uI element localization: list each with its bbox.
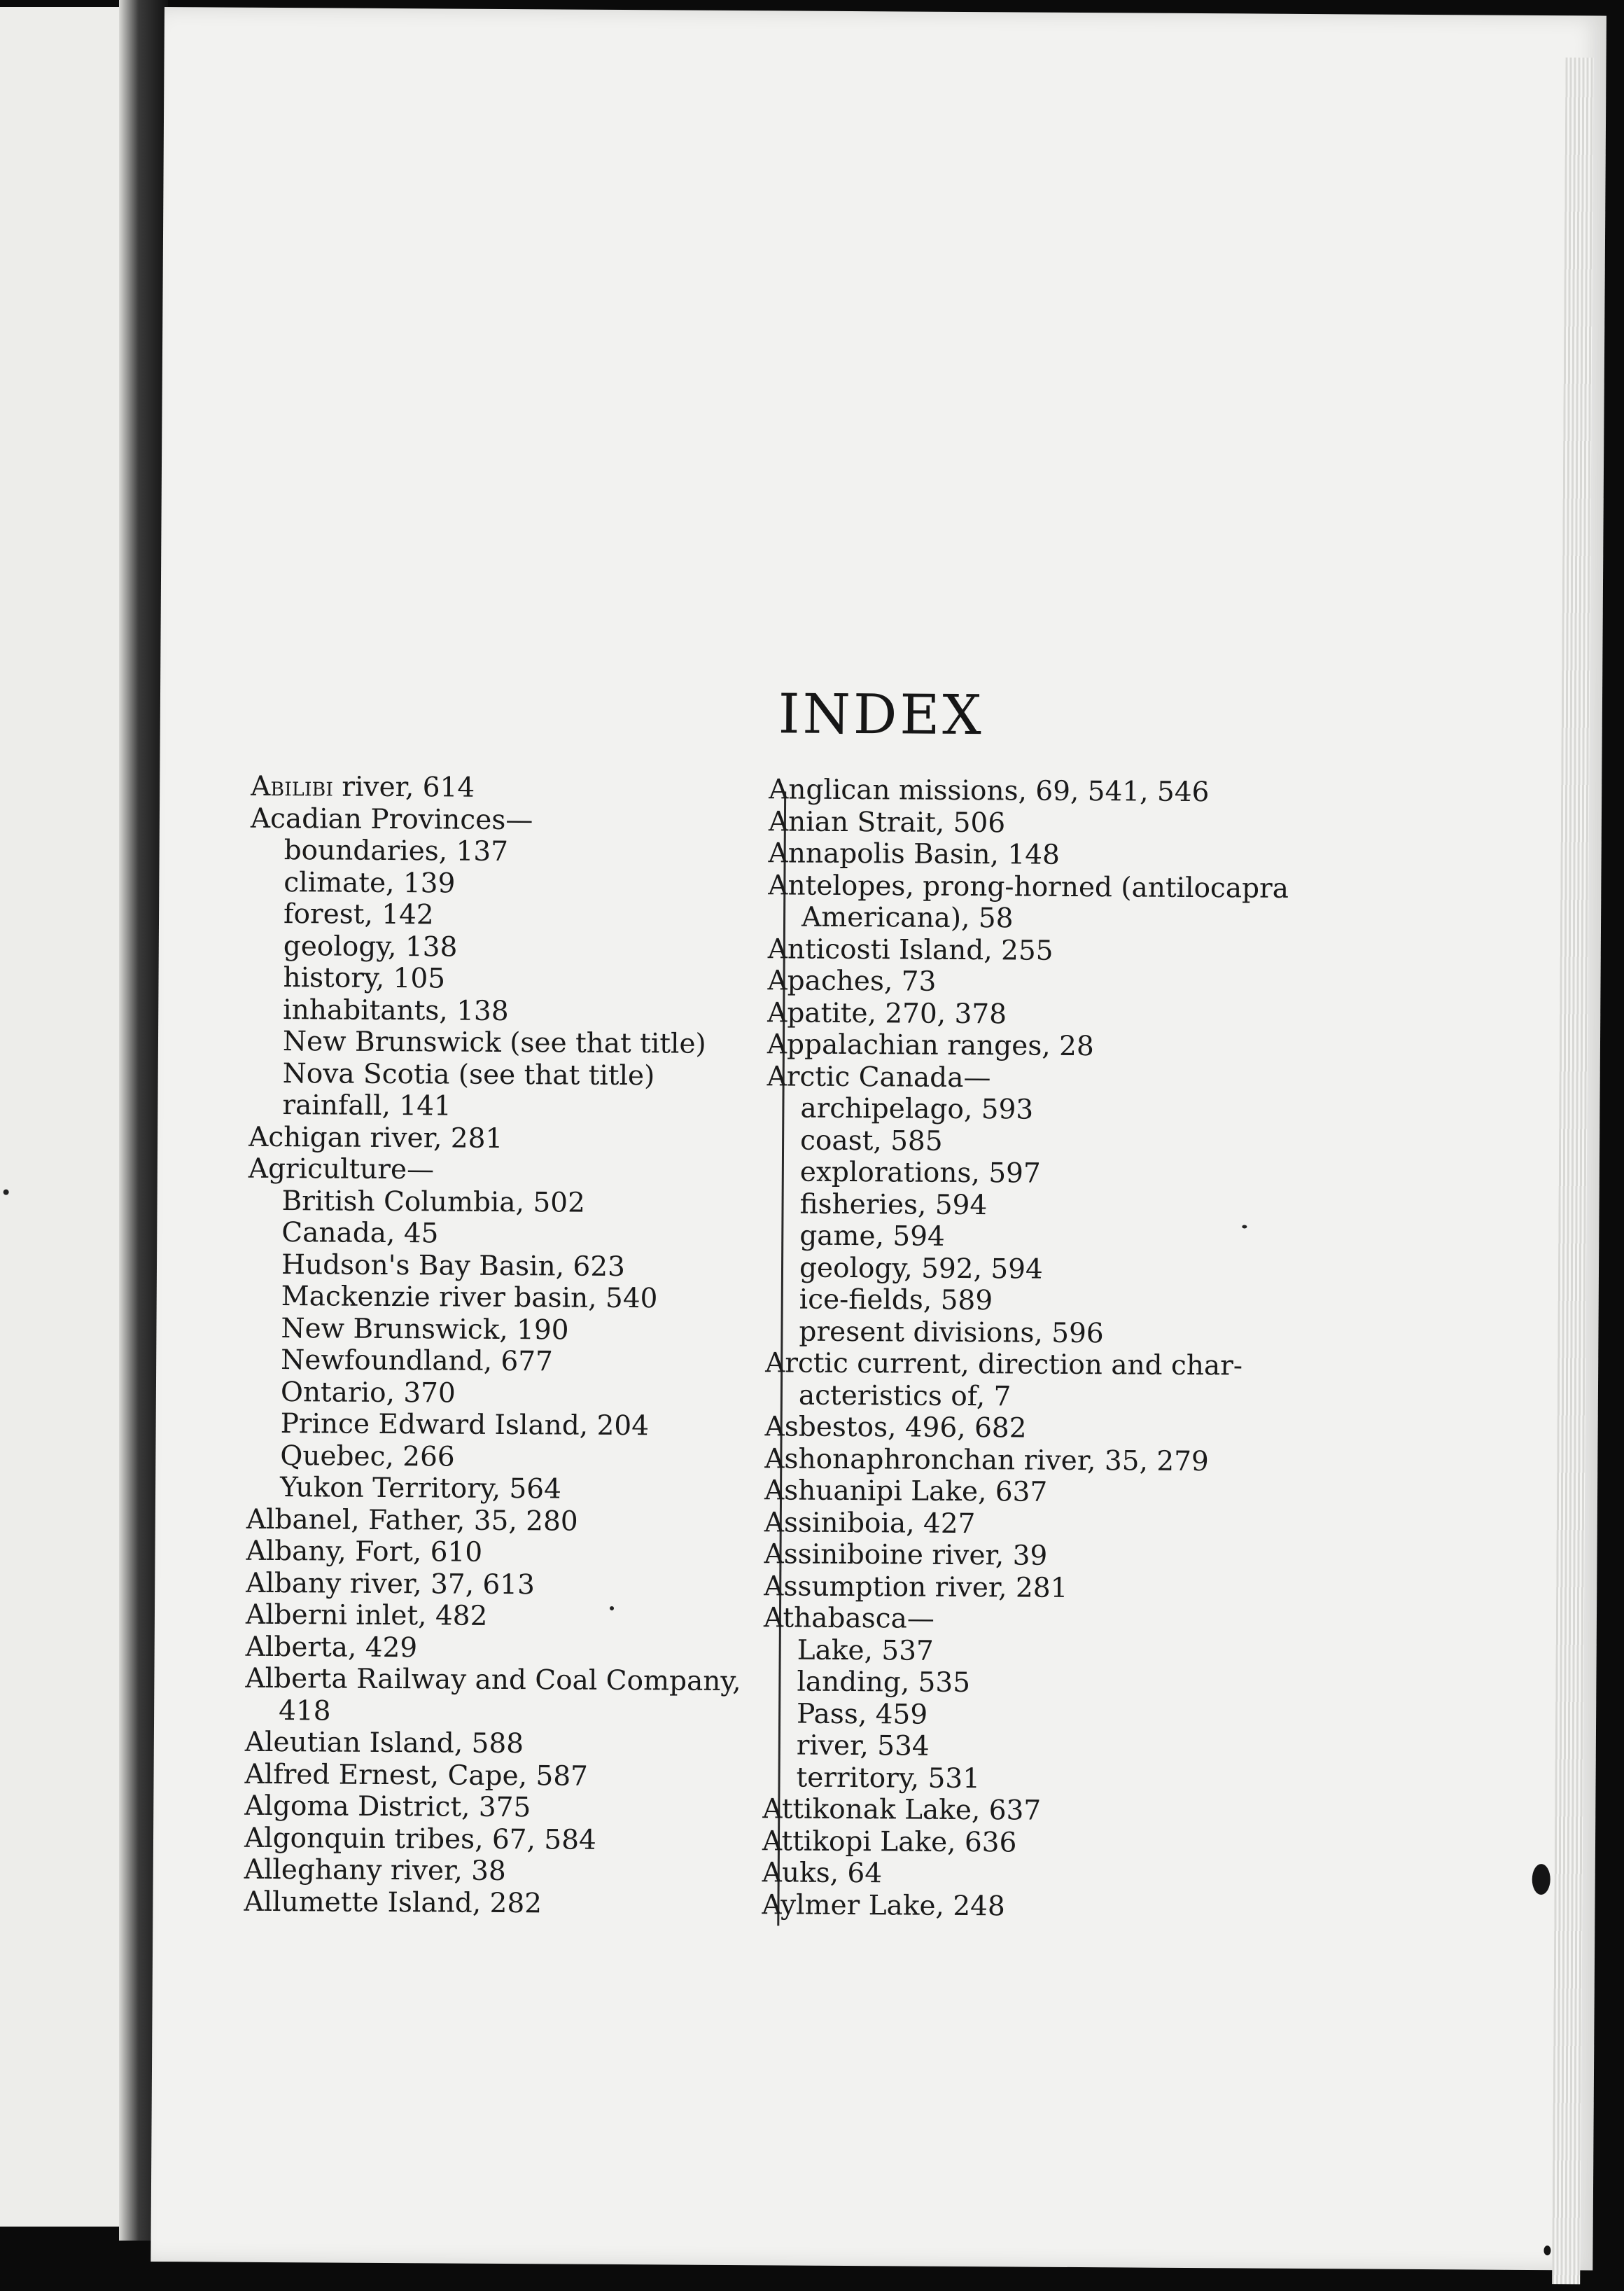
entry-text: river, 614 bbox=[332, 771, 475, 804]
entry-text: river, 534 bbox=[796, 1729, 930, 1762]
entry-text: Allumette Island, 282 bbox=[244, 1886, 542, 1919]
index-entry bbox=[766, 1124, 1438, 1160]
entry-text: Aleutian Island, 588 bbox=[244, 1726, 524, 1760]
entry-text: Apatite, 270, 378 bbox=[767, 996, 1007, 1030]
entry-text: Alberta Railway and Coal Company, bbox=[245, 1662, 741, 1698]
entry-text: Quebec, 266 bbox=[280, 1440, 455, 1473]
entry-lead-word: Abilibi bbox=[251, 770, 334, 803]
entry-text: Alleghany river, 38 bbox=[244, 1853, 506, 1888]
index-entry bbox=[763, 1666, 1435, 1701]
entry-text: inhabitants, 138 bbox=[283, 994, 509, 1027]
ink-speck bbox=[4, 1190, 9, 1195]
index-entry bbox=[769, 806, 1441, 842]
index-entry bbox=[762, 1762, 1434, 1797]
entry-text: history, 105 bbox=[283, 962, 446, 995]
entry-text: Asbestos, 496, 682 bbox=[764, 1411, 1027, 1444]
index-column-right bbox=[762, 774, 1441, 1925]
index-entry bbox=[763, 1698, 1435, 1734]
index-entry bbox=[764, 1475, 1436, 1510]
entry-text: Canada, 45 bbox=[281, 1217, 439, 1250]
entry-text: Algoma District, 375 bbox=[244, 1790, 531, 1824]
entry-text: fisheries, 594 bbox=[799, 1188, 988, 1221]
index-entry bbox=[764, 1634, 1436, 1670]
entry-text: Americana), 58 bbox=[801, 901, 1014, 935]
entry-text: Pass, 459 bbox=[796, 1698, 928, 1731]
page-edge bbox=[1552, 57, 1593, 2284]
entry-text: territory, 531 bbox=[796, 1762, 981, 1795]
entry-text: present divisions, 596 bbox=[799, 1316, 1104, 1349]
index-entry bbox=[762, 1889, 1434, 1925]
index-entry bbox=[764, 1507, 1436, 1543]
entry-text: British Columbia, 502 bbox=[281, 1185, 585, 1219]
index-entry bbox=[769, 774, 1441, 809]
index-entry bbox=[767, 965, 1439, 1001]
entry-text: Ashonaphronchan river, 35, 279 bbox=[764, 1442, 1209, 1477]
index-entry bbox=[762, 1825, 1434, 1861]
entry-text: Albanel, Father, 35, 280 bbox=[246, 1503, 578, 1538]
entry-text: Agriculture— bbox=[248, 1153, 435, 1186]
entry-text: Assumption river, 281 bbox=[764, 1570, 1068, 1604]
entry-text: Newfoundland, 677 bbox=[281, 1344, 554, 1378]
index-entry bbox=[764, 1602, 1436, 1638]
entry-text: Appalachian ranges, 28 bbox=[766, 1029, 1094, 1063]
entry-text: Anglican missions, 69, 541, 546 bbox=[769, 774, 1210, 809]
entry-text: Albany, Fort, 610 bbox=[246, 1535, 483, 1568]
entry-text: coast, 585 bbox=[799, 1124, 943, 1157]
entry-text: forest, 142 bbox=[283, 898, 434, 931]
entry-text: New Brunswick, 190 bbox=[281, 1312, 569, 1346]
index-page bbox=[150, 7, 1606, 2271]
index-entry bbox=[767, 1029, 1439, 1064]
entry-text: Albany river, 37, 613 bbox=[246, 1567, 536, 1601]
entry-text: Lake, 537 bbox=[797, 1634, 934, 1667]
index-entry bbox=[762, 1793, 1434, 1829]
entry-text: New Brunswick (see that title) bbox=[282, 1026, 706, 1060]
index-entry bbox=[763, 1729, 1435, 1765]
page-title: INDEX bbox=[778, 683, 985, 748]
entry-text: Apaches, 73 bbox=[767, 965, 937, 998]
entry-text: Ontario, 370 bbox=[280, 1376, 456, 1409]
index-entry bbox=[766, 1188, 1438, 1224]
entry-text: Anticosti Island, 255 bbox=[767, 933, 1054, 967]
index-entry bbox=[767, 997, 1439, 1033]
entry-text: Nova Scotia (see that title) bbox=[282, 1057, 655, 1092]
entry-text: rainfall, 141 bbox=[282, 1089, 451, 1122]
entry-text: Annapolis Basin, 148 bbox=[768, 837, 1060, 871]
entry-text: Assiniboia, 427 bbox=[764, 1506, 976, 1540]
ink-speck bbox=[1544, 2245, 1550, 2255]
entry-text: ice-fields, 589 bbox=[799, 1283, 993, 1317]
index-entry bbox=[766, 1156, 1438, 1192]
entry-text: Athabasca— bbox=[763, 1602, 934, 1635]
entry-text: boundaries, 137 bbox=[284, 835, 509, 868]
index-entry bbox=[766, 1220, 1438, 1255]
index-entry bbox=[768, 837, 1440, 873]
index-entry bbox=[764, 1538, 1436, 1574]
entry-text: Alberta, 429 bbox=[245, 1631, 418, 1664]
index-entry bbox=[766, 1252, 1438, 1288]
entry-text: acteristics of, 7 bbox=[798, 1379, 1011, 1412]
index-entry bbox=[766, 1092, 1438, 1128]
ink-speck bbox=[1242, 1225, 1247, 1228]
entry-text: Anian Strait, 506 bbox=[768, 805, 1006, 839]
entry-text: Yukon Territory, 564 bbox=[279, 1472, 562, 1505]
index-entry bbox=[764, 1411, 1436, 1447]
index-entry bbox=[766, 1283, 1438, 1319]
entry-text: Arctic Canada— bbox=[766, 1060, 991, 1094]
entry-text: Aylmer Lake, 248 bbox=[762, 1888, 1005, 1922]
index-entry bbox=[768, 901, 1440, 937]
ink-speck bbox=[1532, 1864, 1550, 1895]
entry-text: Antelopes, prong-horned (antilocapra bbox=[768, 869, 1289, 905]
entry-text: explorations, 597 bbox=[799, 1156, 1041, 1190]
entry-text: Assiniboine river, 39 bbox=[764, 1538, 1048, 1572]
entry-text: archipelago, 593 bbox=[800, 1092, 1034, 1126]
index-entry bbox=[768, 870, 1440, 905]
entry-text: Achigan river, 281 bbox=[248, 1121, 503, 1155]
entry-text: Attikonak Lake, 637 bbox=[762, 1793, 1042, 1827]
ink-speck bbox=[610, 1606, 614, 1610]
entry-text: Arctic current, direction and char- bbox=[765, 1347, 1243, 1382]
entry-text: Attikopi Lake, 636 bbox=[762, 1825, 1017, 1858]
index-entry bbox=[765, 1347, 1437, 1383]
index-entry bbox=[765, 1379, 1437, 1415]
entry-text: geology, 138 bbox=[283, 930, 458, 963]
index-entry bbox=[765, 1316, 1437, 1351]
entry-text: Ashuanipi Lake, 637 bbox=[764, 1475, 1048, 1508]
entry-text: Algonquin tribes, 67, 584 bbox=[244, 1822, 596, 1856]
index-entry bbox=[768, 933, 1440, 969]
entry-text: Acadian Provinces— bbox=[250, 802, 533, 836]
entry-text: landing, 535 bbox=[797, 1666, 971, 1699]
entry-text: Prince Edward Island, 204 bbox=[280, 1408, 650, 1442]
entry-text: Alfred Ernest, Cape, 587 bbox=[244, 1758, 589, 1792]
index-entry bbox=[767, 1061, 1439, 1096]
entry-text: Mackenzie river basin, 540 bbox=[281, 1281, 658, 1315]
entry-text: 418 bbox=[279, 1694, 331, 1727]
entry-text: Auks, 64 bbox=[762, 1857, 883, 1890]
index-entry bbox=[762, 1857, 1434, 1893]
index-entry bbox=[764, 1571, 1436, 1606]
entry-text: geology, 592, 594 bbox=[799, 1252, 1043, 1286]
entry-text: climate, 139 bbox=[284, 866, 456, 900]
index-entry bbox=[764, 1443, 1436, 1479]
entry-text: Alberni inlet, 482 bbox=[245, 1599, 488, 1632]
entry-text: Hudson's Bay Basin, 623 bbox=[281, 1248, 626, 1283]
entry-text: game, 594 bbox=[799, 1220, 945, 1253]
